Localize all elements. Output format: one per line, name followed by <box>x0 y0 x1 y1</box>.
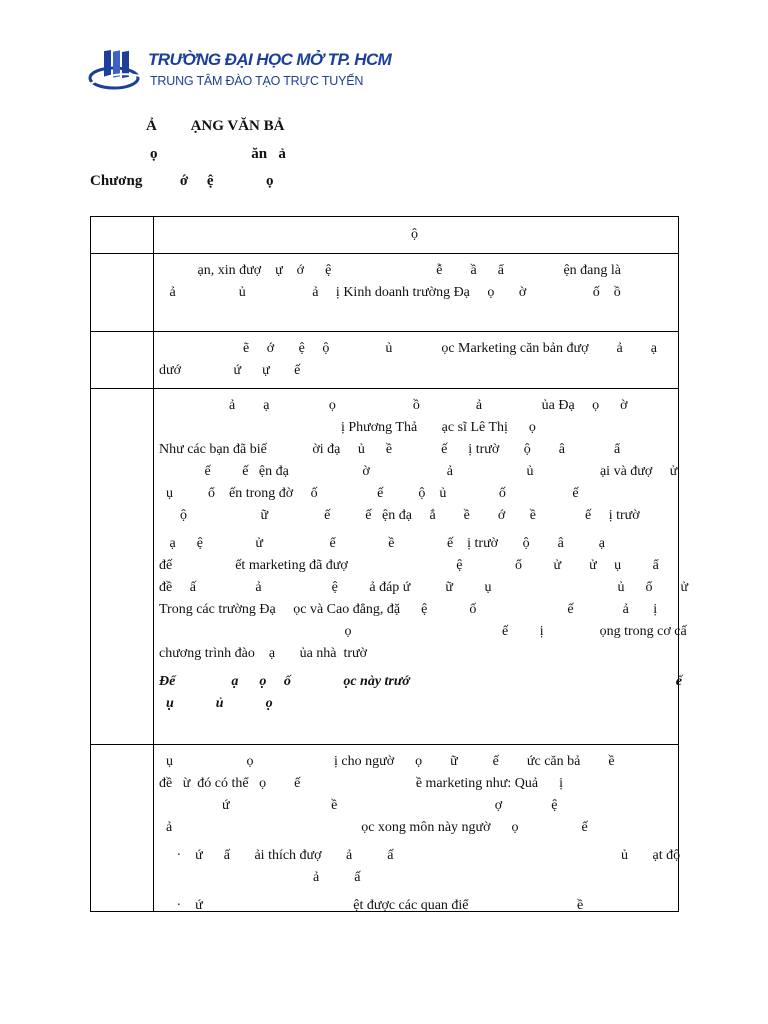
row4-line: đề ừ đó có thể ọ ế ề marketing như: Quả ị <box>159 776 563 791</box>
row4-bullet-line: · ứ ệt được các quan điể ề <box>159 898 584 913</box>
table-row <box>91 744 681 914</box>
table-header-row <box>91 217 678 253</box>
row1-line: ạn, xin đượ ự ớ ệ ễ ầ ẩ ện đang là <box>159 263 621 278</box>
document-title: Ả ẠNG VĂN BẢ <box>146 118 285 134</box>
table-row <box>91 253 678 332</box>
row3-line: đề ấ ả ệ ả đáp ứ ữ ụ ủ ổ ử <box>159 580 689 595</box>
row3-line: ộ ữ ế ế ện đạ ắ ề ớ ề ế ị trườ <box>159 508 640 523</box>
row3-line: ụ ổ ến trong đờ ố ế ộ ủ ố ế <box>159 486 579 501</box>
document-subtitle: ọ ăn ả <box>150 146 286 162</box>
row2-line: ẽ ớ ệ ộ ủ ọc Marketing căn bản đượ ả ạ <box>159 341 657 356</box>
row4-bullet-line: · ứ ấ ải thích đượ ả ấ ủ ạt độ <box>159 848 681 863</box>
row3-line: chương trình đào ạ ủa nhà trườ <box>159 646 368 661</box>
table-header-cell: ộ <box>411 227 418 242</box>
row3-line: ạ ệ ử ể ề ế ị trườ ộ â ạ <box>159 536 606 551</box>
row3-line: ả ạ ọ ồ ả ủa Đạ ọ ờ <box>159 398 628 413</box>
row4-bullet-line: ả ấ <box>159 870 361 885</box>
chapter-heading: Chương ớ ệ ọ <box>90 173 274 189</box>
row3-line: Như các bạn đã biế ời đạ ủ ề ế ị trườ ộ â ẩ <box>159 442 621 457</box>
row2-line: dướ ứ ự ế <box>159 363 301 378</box>
logo-subtitle: TRUNG TÂM ĐÀO TẠO TRỰC TUYẾN <box>150 74 364 88</box>
logo-title: TRƯỜNG ĐẠI HỌC MỞ TP. HCM <box>148 50 392 69</box>
book-wave-logo-icon <box>88 48 148 94</box>
content-table <box>90 216 689 913</box>
row3-italic-line: ụ ủ ọ <box>159 696 273 711</box>
row3-line: ị Phương Thả ạc sĩ Lê Thị ọ <box>159 420 536 435</box>
row1-line: ả ủ ả ị Kinh doanh trường Đạ ọ ờ ố ồ <box>159 285 621 300</box>
row4-line: ụ ọ ị cho ngườ ọ ữ ế ức căn bả ề <box>159 754 615 769</box>
row3-line: ọ ế ị ọng trong cơ cấ <box>159 624 687 639</box>
row4-line: ả ọc xong môn này ngườ ọ ế <box>159 820 588 835</box>
row3-line: ế ế ện đạ ờ ả ủ ại và đượ ử <box>159 464 678 479</box>
row3-line: Trong các trường Đạ ọc và Cao đẳng, đặ ệ ố ế ả ị <box>159 602 658 617</box>
table-row <box>91 388 689 745</box>
row3-italic-line: Để ạ ọ ố ọc này trướ ế <box>159 674 682 689</box>
row4-line: ứ ề ợ ệ <box>159 798 558 813</box>
row3-line: đế ết marketing đã đượ ệ ổ ử ử ụ ẩ <box>159 558 659 573</box>
university-logo <box>88 44 392 96</box>
table-row <box>91 331 678 389</box>
